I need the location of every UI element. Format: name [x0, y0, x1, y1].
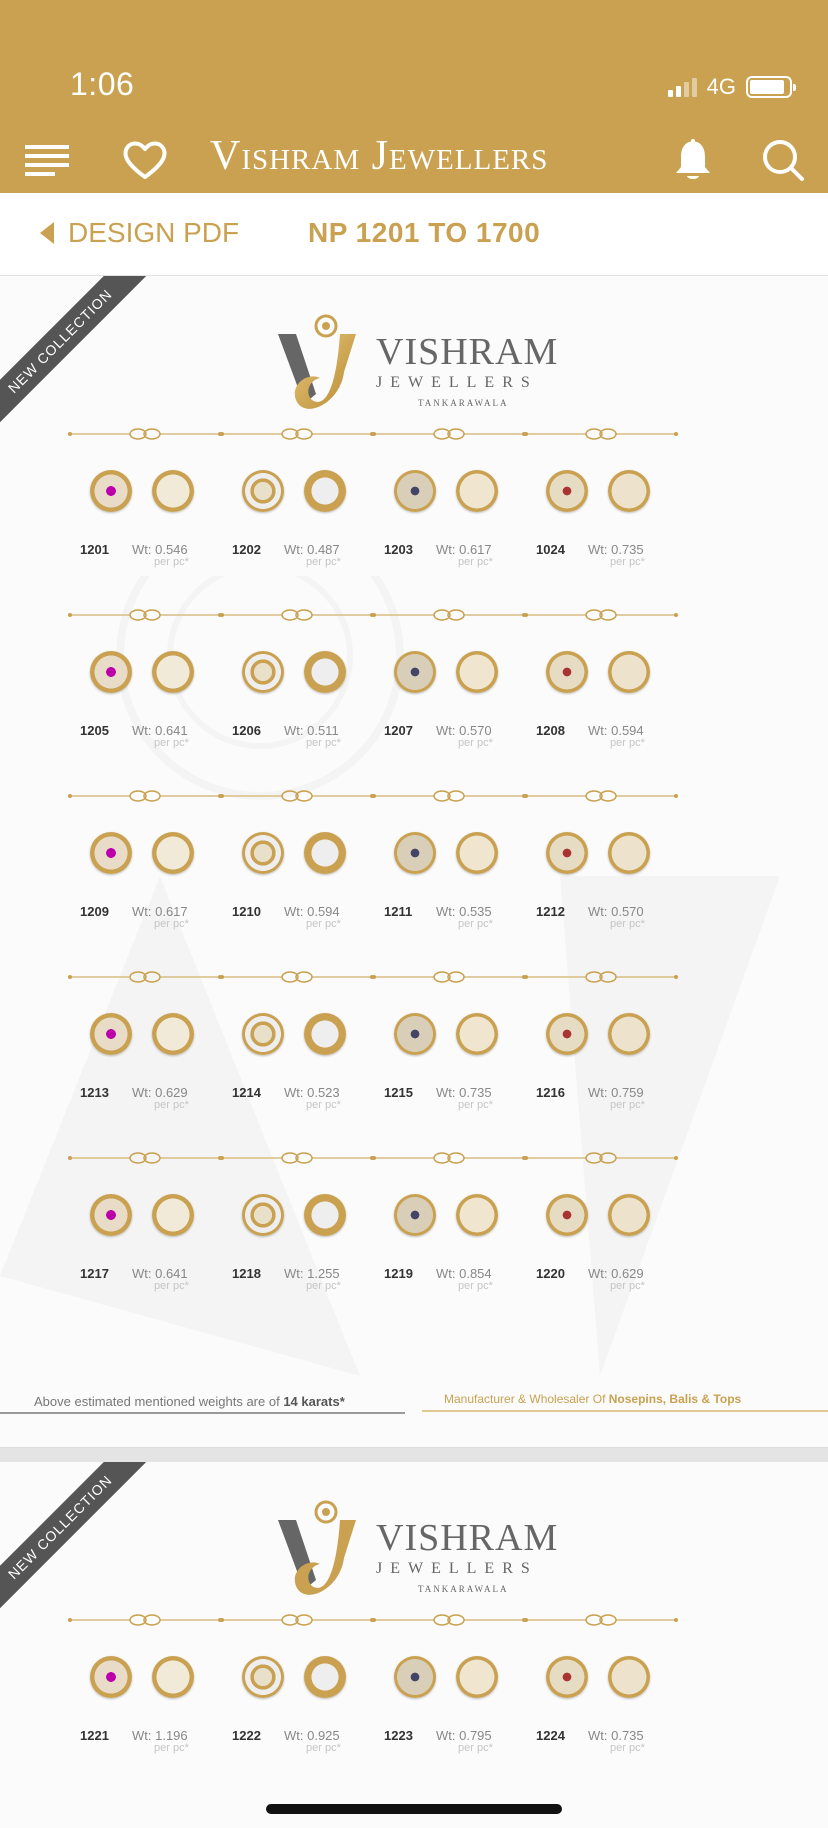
- product-weight: Wt: 0.535: [436, 904, 492, 919]
- product-row: [68, 605, 768, 786]
- new-collection-ribbon: [0, 276, 172, 448]
- product-weight: Wt: 0.523: [284, 1085, 340, 1100]
- earring-stud: [242, 1656, 284, 1698]
- ornament-divider: [524, 1610, 678, 1630]
- logo-tag: TANKARAWALA: [418, 398, 509, 408]
- earring-image: [546, 470, 666, 522]
- product-code: 1209: [80, 904, 109, 919]
- earring-stud: [242, 651, 284, 693]
- weight-note-karats: 14 karats*: [283, 1394, 345, 1409]
- product-item[interactable]: [68, 967, 228, 1148]
- product-weight: Wt: 0.570: [588, 904, 644, 919]
- product-code: 1201: [80, 542, 109, 557]
- earring-image: [394, 1194, 514, 1246]
- product-weight: Wt: 1.255: [284, 1266, 340, 1281]
- notifications-button[interactable]: [668, 135, 718, 185]
- earring-stud: [304, 1656, 346, 1698]
- product-item[interactable]: [68, 1610, 228, 1791]
- per-piece-label: per pc*: [610, 1742, 645, 1754]
- earring-stud: [394, 832, 436, 874]
- product-code: 1205: [80, 723, 109, 738]
- earring-stud: [242, 470, 284, 512]
- earring-stud: [304, 1013, 346, 1055]
- ornament-divider: [372, 1610, 526, 1630]
- product-weight: Wt: 1.196: [132, 1728, 188, 1743]
- product-weight: Wt: 0.854: [436, 1266, 492, 1281]
- catalog-range-title: NP 1201 TO 1700: [308, 217, 541, 248]
- product-item[interactable]: [372, 1610, 532, 1791]
- earring-stud: [546, 1656, 588, 1698]
- search-button[interactable]: [758, 135, 808, 185]
- product-row: [68, 967, 768, 1148]
- product-code: 1024: [536, 542, 565, 557]
- product-item[interactable]: [524, 605, 684, 786]
- earring-stud: [456, 832, 498, 874]
- ornament-divider: [372, 786, 526, 806]
- earring-image: [242, 832, 362, 884]
- per-piece-label: per pc*: [306, 737, 341, 749]
- earring-image: [242, 1013, 362, 1065]
- brand-logo: [274, 312, 564, 422]
- logo-tag: TANKARAWALA: [418, 1584, 509, 1594]
- earring-stud: [608, 1013, 650, 1055]
- menu-button[interactable]: [22, 135, 72, 185]
- logo-name: VISHRAM: [376, 1517, 559, 1559]
- earring-image: [90, 832, 210, 884]
- per-piece-label: per pc*: [154, 1099, 189, 1111]
- per-piece-label: per pc*: [458, 737, 493, 749]
- earring-image: [90, 1656, 210, 1708]
- product-weight: Wt: 0.641: [132, 1266, 188, 1281]
- earring-stud: [546, 470, 588, 512]
- product-code: 1219: [384, 1266, 413, 1281]
- product-item[interactable]: [220, 424, 380, 605]
- wishlist-button[interactable]: [120, 135, 170, 185]
- product-weight: Wt: 0.735: [588, 1728, 644, 1743]
- product-row: [68, 786, 768, 967]
- product-item[interactable]: [220, 1148, 380, 1329]
- brand-logo-2: [274, 1498, 564, 1608]
- per-piece-label: per pc*: [306, 1742, 341, 1754]
- per-piece-label: per pc*: [154, 918, 189, 930]
- product-item[interactable]: [372, 967, 532, 1148]
- earring-image: [394, 651, 514, 703]
- earring-stud: [546, 1194, 588, 1236]
- status-time: 1:06: [70, 66, 135, 102]
- manufacturer-products: Nosepins, Balis & Tops: [608, 1392, 742, 1406]
- sub-header: [0, 193, 828, 276]
- heart-icon: [122, 140, 168, 180]
- product-item[interactable]: [524, 967, 684, 1148]
- earring-stud: [90, 470, 132, 512]
- product-grid-2: [68, 1610, 768, 1791]
- product-code: 1215: [384, 1085, 413, 1100]
- product-weight: Wt: 0.735: [588, 542, 644, 557]
- ornament-divider: [524, 967, 678, 987]
- earring-stud: [608, 651, 650, 693]
- per-piece-label: per pc*: [306, 1099, 341, 1111]
- product-code: 1220: [536, 1266, 565, 1281]
- logo-sub: JEWELLERS: [376, 374, 538, 391]
- ornament-divider: [372, 424, 526, 444]
- product-weight: Wt: 0.511: [284, 723, 339, 738]
- per-piece-label: per pc*: [306, 918, 341, 930]
- per-piece-label: per pc*: [610, 1280, 645, 1292]
- product-weight: Wt: 0.570: [436, 723, 492, 738]
- product-code: 1218: [232, 1266, 261, 1281]
- product-item[interactable]: [524, 424, 684, 605]
- earring-stud: [394, 1013, 436, 1055]
- catalog-page[interactable]: [0, 276, 828, 1448]
- ornament-divider: [524, 786, 678, 806]
- earring-stud: [394, 651, 436, 693]
- product-code: 1207: [384, 723, 413, 738]
- per-piece-label: per pc*: [154, 556, 189, 568]
- weight-note-text: Above estimated mentioned weights are of: [34, 1394, 284, 1409]
- product-item[interactable]: [524, 1148, 684, 1329]
- earring-stud: [546, 832, 588, 874]
- earring-stud: [152, 470, 194, 512]
- earring-image: [546, 1656, 666, 1708]
- app-header: [0, 0, 828, 193]
- earring-stud: [152, 1013, 194, 1055]
- ornament-divider: [220, 786, 374, 806]
- earring-stud: [394, 1194, 436, 1236]
- product-code: 1222: [232, 1728, 261, 1743]
- earring-stud: [152, 651, 194, 693]
- product-weight: Wt: 0.735: [436, 1085, 492, 1100]
- per-piece-label: per pc*: [154, 1742, 189, 1754]
- app-title: Vishram Jewellers: [210, 133, 549, 179]
- manufacturer-note: [444, 1392, 741, 1406]
- product-code: 1211: [384, 904, 413, 919]
- product-item[interactable]: [220, 1610, 380, 1791]
- back-button[interactable]: [40, 217, 239, 249]
- product-item[interactable]: [68, 1148, 228, 1329]
- back-label: DESIGN PDF: [68, 217, 240, 248]
- ornament-divider: [372, 1148, 526, 1168]
- earring-image: [394, 832, 514, 884]
- product-code: 1206: [232, 723, 261, 738]
- product-code: 1221: [80, 1728, 109, 1743]
- earring-image: [242, 651, 362, 703]
- ornament-divider: [68, 1148, 222, 1168]
- per-piece-label: per pc*: [458, 1099, 493, 1111]
- earring-image: [546, 1013, 666, 1065]
- product-item[interactable]: [220, 786, 380, 967]
- ornament-divider: [220, 1610, 374, 1630]
- product-weight: Wt: 0.629: [132, 1085, 188, 1100]
- earring-image: [90, 651, 210, 703]
- earring-stud: [242, 832, 284, 874]
- product-code: 1202: [232, 542, 261, 557]
- per-piece-label: per pc*: [458, 1280, 493, 1292]
- ornament-divider: [524, 424, 678, 444]
- earring-stud: [242, 1013, 284, 1055]
- earring-stud: [608, 1656, 650, 1698]
- product-code: 1208: [536, 723, 565, 738]
- logo-name: VISHRAM: [376, 331, 559, 373]
- earring-stud: [152, 832, 194, 874]
- manufacturer-text: Manufacturer & Wholesaler Of: [444, 1392, 609, 1406]
- ribbon-label: NEW COLLECTION: [0, 276, 163, 444]
- product-row: [68, 424, 768, 605]
- earring-stud: [456, 1013, 498, 1055]
- ornament-divider: [220, 605, 374, 625]
- product-item[interactable]: [524, 786, 684, 967]
- earring-image: [90, 1013, 210, 1065]
- product-code: 1203: [384, 542, 413, 557]
- menu-icon: [25, 143, 69, 177]
- signal-icon: [668, 77, 697, 97]
- home-indicator[interactable]: [266, 1804, 562, 1814]
- product-item[interactable]: [524, 1610, 684, 1791]
- product-code: 1224: [536, 1728, 565, 1743]
- product-code: 1223: [384, 1728, 413, 1743]
- product-item[interactable]: [68, 424, 228, 605]
- product-item[interactable]: [372, 605, 532, 786]
- ornament-divider: [220, 424, 374, 444]
- product-weight: Wt: 0.617: [132, 904, 188, 919]
- earring-image: [242, 470, 362, 522]
- earring-stud: [394, 1656, 436, 1698]
- ornament-divider: [220, 967, 374, 987]
- ribbon-label: NEW COLLECTION: [0, 1462, 163, 1630]
- product-item[interactable]: [220, 967, 380, 1148]
- earring-stud: [152, 1194, 194, 1236]
- earring-stud: [90, 651, 132, 693]
- earring-stud: [456, 651, 498, 693]
- ornament-divider: [68, 786, 222, 806]
- product-weight: Wt: 0.546: [132, 542, 188, 557]
- earring-stud: [608, 832, 650, 874]
- earring-stud: [608, 470, 650, 512]
- weight-note: [34, 1394, 345, 1409]
- earring-stud: [90, 1194, 132, 1236]
- earring-stud: [90, 1656, 132, 1698]
- ornament-divider: [372, 967, 526, 987]
- per-piece-label: per pc*: [610, 1099, 645, 1111]
- network-type: 4G: [706, 74, 736, 99]
- product-weight: Wt: 0.594: [588, 723, 644, 738]
- earring-stud: [394, 470, 436, 512]
- product-weight: Wt: 0.759: [588, 1085, 644, 1100]
- earring-image: [242, 1656, 362, 1708]
- product-weight: Wt: 0.641: [132, 723, 188, 738]
- earring-stud: [546, 1013, 588, 1055]
- page-separator: [0, 1448, 828, 1462]
- product-code: 1216: [536, 1085, 565, 1100]
- earring-stud: [304, 470, 346, 512]
- ornament-divider: [524, 605, 678, 625]
- earring-image: [546, 832, 666, 884]
- per-piece-label: per pc*: [154, 737, 189, 749]
- product-weight: Wt: 0.795: [436, 1728, 492, 1743]
- back-arrow-icon: [40, 222, 54, 244]
- product-weight: Wt: 0.487: [284, 542, 340, 557]
- ornament-divider: [68, 967, 222, 987]
- earring-image: [394, 1656, 514, 1708]
- product-item[interactable]: [68, 786, 228, 967]
- earring-image: [90, 1194, 210, 1246]
- earring-stud: [546, 651, 588, 693]
- per-piece-label: per pc*: [458, 1742, 493, 1754]
- earring-image: [546, 1194, 666, 1246]
- earring-stud: [456, 470, 498, 512]
- earring-stud: [456, 1656, 498, 1698]
- product-weight: Wt: 0.629: [588, 1266, 644, 1281]
- product-code: 1212: [536, 904, 565, 919]
- ornament-divider: [68, 424, 222, 444]
- earring-image: [546, 651, 666, 703]
- earring-stud: [242, 1194, 284, 1236]
- per-piece-label: per pc*: [610, 918, 645, 930]
- product-code: 1217: [80, 1266, 109, 1281]
- footer-divider-right: [422, 1410, 828, 1412]
- search-icon: [761, 138, 805, 182]
- earring-stud: [90, 1013, 132, 1055]
- footer-divider-left: [0, 1412, 405, 1414]
- vj-logo-icon: [274, 1498, 374, 1608]
- product-weight: Wt: 0.617: [436, 542, 492, 557]
- earring-stud: [304, 651, 346, 693]
- battery-icon: [746, 76, 792, 98]
- per-piece-label: per pc*: [306, 1280, 341, 1292]
- per-piece-label: per pc*: [458, 918, 493, 930]
- product-code: 1210: [232, 904, 261, 919]
- catalog-page-2[interactable]: [0, 1462, 828, 1828]
- earring-stud: [90, 832, 132, 874]
- earring-image: [90, 470, 210, 522]
- earring-image: [394, 1013, 514, 1065]
- ornament-divider: [524, 1148, 678, 1168]
- vj-logo-icon: [274, 312, 374, 422]
- status-indicators: [668, 74, 792, 100]
- ornament-divider: [372, 605, 526, 625]
- per-piece-label: per pc*: [610, 556, 645, 568]
- ornament-divider: [220, 1148, 374, 1168]
- product-weight: Wt: 0.594: [284, 904, 340, 919]
- per-piece-label: per pc*: [610, 737, 645, 749]
- product-code: 1213: [80, 1085, 109, 1100]
- earring-stud: [304, 1194, 346, 1236]
- logo-sub: JEWELLERS: [376, 1560, 538, 1577]
- bell-icon: [673, 137, 713, 183]
- product-item[interactable]: [220, 605, 380, 786]
- product-code: 1214: [232, 1085, 261, 1100]
- earring-image: [394, 470, 514, 522]
- per-piece-label: per pc*: [154, 1280, 189, 1292]
- product-grid: [68, 424, 768, 1329]
- earring-stud: [304, 832, 346, 874]
- product-row: [68, 1148, 768, 1329]
- earring-image: [242, 1194, 362, 1246]
- product-item[interactable]: [372, 424, 532, 605]
- product-item[interactable]: [68, 605, 228, 786]
- earring-stud: [152, 1656, 194, 1698]
- product-weight: Wt: 0.925: [284, 1728, 340, 1743]
- ornament-divider: [68, 1610, 222, 1630]
- new-collection-ribbon-2: [0, 1462, 172, 1634]
- ornament-divider: [68, 605, 222, 625]
- per-piece-label: per pc*: [458, 556, 493, 568]
- per-piece-label: per pc*: [306, 556, 341, 568]
- earring-stud: [456, 1194, 498, 1236]
- product-item[interactable]: [372, 1148, 532, 1329]
- earring-stud: [608, 1194, 650, 1236]
- product-row: [68, 1610, 768, 1791]
- product-item[interactable]: [372, 786, 532, 967]
